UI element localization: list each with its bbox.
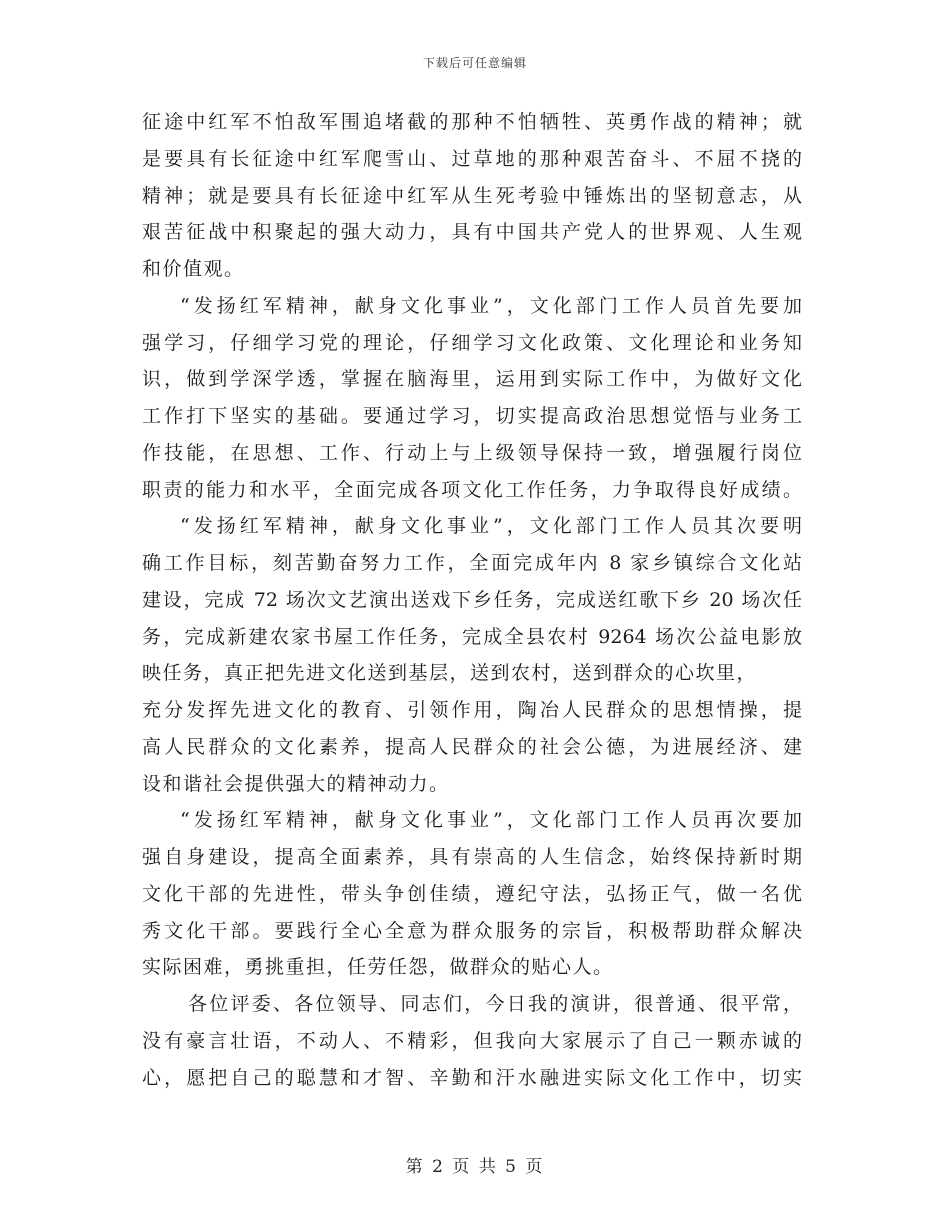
text-line: 艰苦征战中积聚起的强大动力，具有中国共产党人的世界观、人生观 (142, 221, 802, 244)
text-line: 文化干部的先进性，带头争创佳绩，遵纪守法，弘扬正气，做一名优 (142, 882, 802, 905)
page-footer: 第 2 页 共 5 页 (405, 1157, 545, 1177)
text-line: 识，做到学深学透，掌握在脑海里，运用到实际工作中，为做好文化 (142, 368, 802, 391)
text-line: 心，愿把自己的聪慧和才智、辛勤和汗水融进实际文化工作中，切实 (142, 1066, 802, 1089)
text-line: 是要具有长征途中红军爬雪山、过草地的那种艰苦奋斗、不屈不挠的 (142, 147, 802, 170)
text-line: 实际困难，勇挑重担，任劳任怨，做群众的贴心人。 (142, 956, 614, 979)
text-line: “发扬红军精神，献身文化事业”，文化部门工作人员再次要加 (180, 809, 802, 832)
text-line: 工作打下坚实的基础。要通过学习，切实提高政治思想觉悟与业务工 (142, 405, 802, 427)
text-line: 高人民群众的文化素养，提高人民群众的社会公德，为进展经济、建 (142, 735, 802, 758)
text-line: 务，完成新建农家书屋工作任务，完成全县农村 9264 场次公益电影放 (142, 625, 802, 648)
text-line: 强学习，仔细学习党的理论，仔细学习文化政策、文化理论和业务知 (142, 331, 802, 354)
text-line: 确工作目标，刻苦勤奋努力工作，全面完成年内 8 家乡镇综合文化站 (142, 552, 802, 574)
text-line: “发扬红军精神，献身文化事业”，文化部门工作人员首先要加 (180, 294, 802, 317)
text-line: 设和谐社会提供强大的精神动力。 (142, 772, 450, 795)
text-line: 职责的能力和水平，全面完成各项文化工作任务，力争取得良好成绩。 (142, 478, 802, 501)
text-line: 建设，完成 72 场次文艺演出送戏下乡任务，完成送红歌下乡 20 场次任 (142, 588, 802, 611)
text-line: 作技能，在思想、工作、行动上与上级领导保持一致，增强履行岗位 (142, 441, 802, 464)
text-line: 各位评委、各位领导、同志们，今日我的演讲，很普通、很平常， (188, 993, 802, 1015)
text-line: 和价值观。 (142, 258, 245, 280)
text-line: 秀文化干部。要践行全心全意为群众服务的宗旨，积极帮助群众解决 (142, 919, 802, 942)
text-line: 充分发挥先进文化的教育、引领作用，陶冶人民群众的思想情操，提 (142, 699, 802, 721)
text-line: 征途中红军不怕敌军围追堵截的那种不怕牺牲、英勇作战的精神；就 (142, 111, 802, 133)
text-line: 强自身建设，提高全面素养，具有崇高的人生信念，始终保持新时期 (142, 846, 802, 868)
text-line: 没有豪言壮语，不动人、不精彩，但我向大家展示了自己一颗赤诚的 (142, 1029, 802, 1052)
body-text (142, 104, 802, 1096)
text-line: 映任务，真正把先进文化送到基层，送到农村，送到群众的心坎里， (142, 662, 758, 685)
text-line: 精神；就是要具有长征途中红军从生死考验中锤炼出的坚韧意志，从 (142, 184, 802, 207)
text-line: “发扬红军精神，献身文化事业”，文化部门工作人员其次要明 (180, 515, 802, 538)
page-header: 下载后可任意编辑 (422, 56, 527, 70)
